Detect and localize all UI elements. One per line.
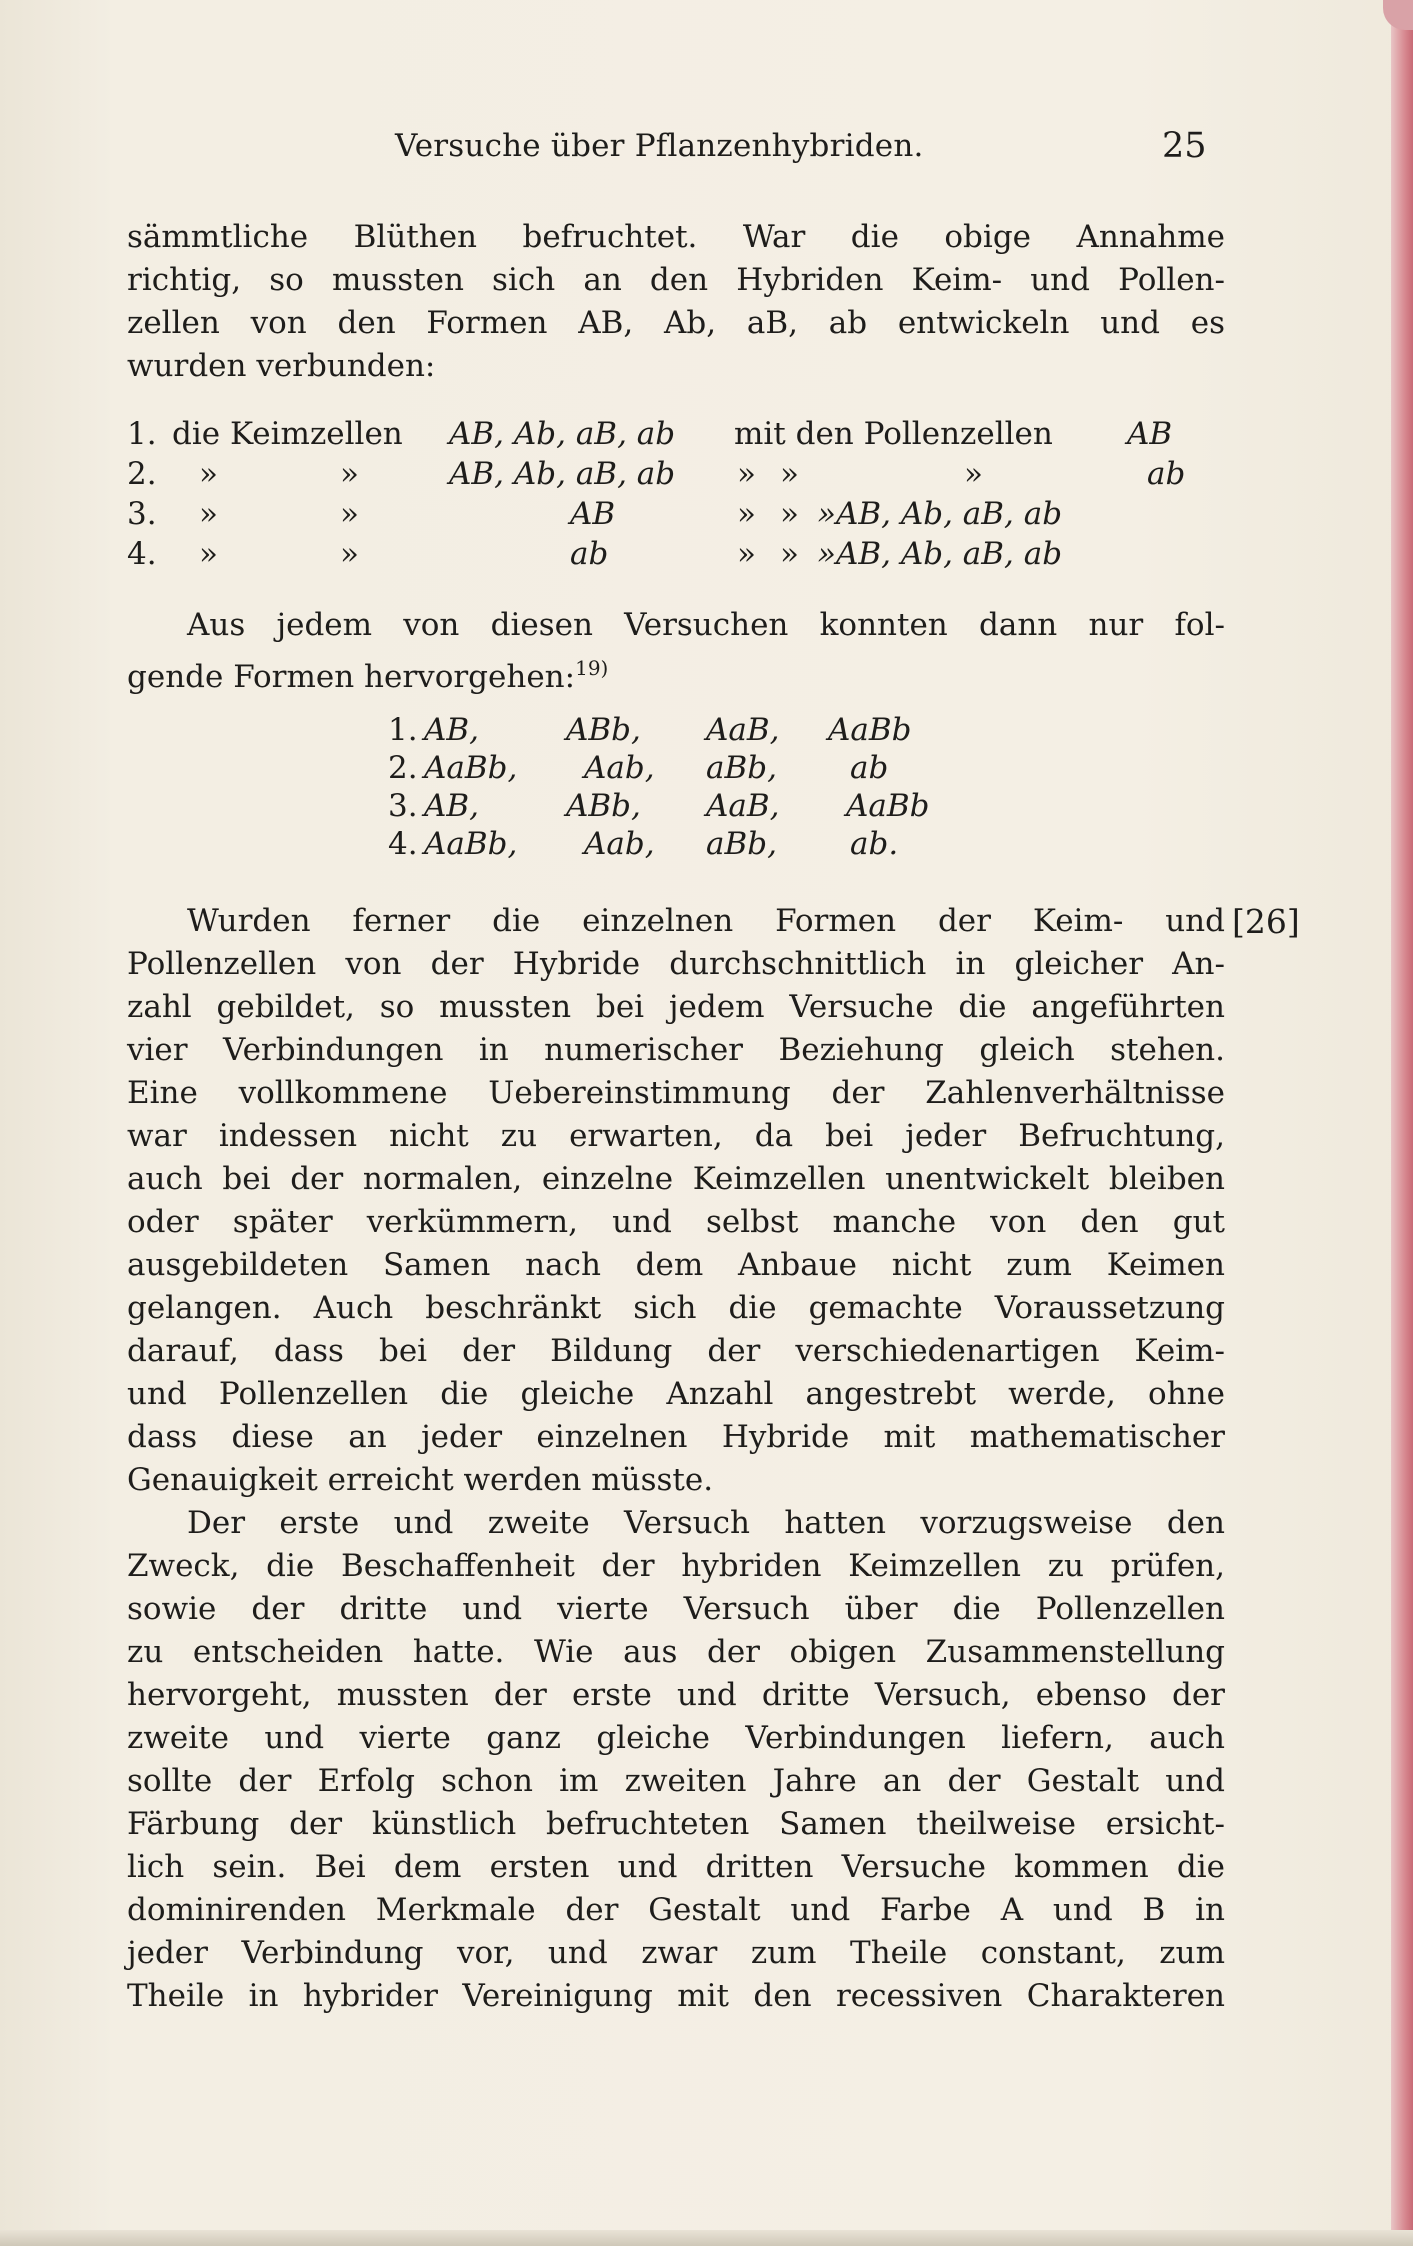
footnote-reference[interactable]: 19)	[575, 656, 609, 680]
text-line: oder später verkümmern, und selbst manche von den gut	[127, 1204, 1225, 1240]
text-line: Pollenzellen von der Hybride durchschnittlich in gleicher An-	[127, 946, 1225, 982]
text-line: darauf, dass bei der Bildung der verschiedenartigen Keim-	[127, 1333, 1225, 1369]
text-line: und Pollenzellen die gleiche Anzahl angestrebt werde, ohne	[127, 1376, 1225, 1412]
text-line: dominirenden Merkmale der Gestalt und Farbe A und B in	[127, 1892, 1225, 1928]
text-line: Eine vollkommene Uebereinstimmung der Zahlenverhältnisse	[127, 1075, 1225, 1111]
text-line: Färbung der künstlich befruchteten Samen theilweise ersicht-	[127, 1806, 1225, 1842]
text-line: richtig, so mussten sich an den Hybriden Keim- und Pollen-	[127, 262, 1225, 298]
combination-row: 3. » » AB » » »AB, Ab, aB, ab	[127, 496, 1063, 532]
text-line: ausgebildeten Samen nach dem Anbaue nicht zum Keimen	[127, 1247, 1225, 1283]
text-line: gelangen. Auch beschränkt sich die gemachte Voraussetzung	[127, 1290, 1225, 1326]
text-line: vier Verbindungen in numerischer Beziehung gleich stehen.	[127, 1032, 1225, 1068]
combination-row: 1. die Keimzellen AB, Ab, aB, ab mit den Pollenzellen AB	[127, 416, 1173, 452]
text-line: zweite und vierte ganz gleiche Verbindungen liefern, auch	[127, 1720, 1225, 1756]
text-line: Wurden ferner die einzelnen Formen der Keim- und	[187, 903, 1225, 939]
text-line: Zweck, die Beschaffenheit der hybriden Keimzellen zu prüfen,	[127, 1548, 1225, 1584]
text-line: gende Formen hervorgehen:$^{19)}$	[127, 656, 609, 695]
page-edge-bottom	[0, 2230, 1413, 2246]
text-line: Genauigkeit erreicht werden müsste.	[127, 1462, 714, 1498]
text-line: hervorgeht, mussten der erste und dritte Versuch, ebenso der	[127, 1677, 1225, 1713]
text-line: Der erste und zweite Versuch hatten vorzugsweise den	[187, 1505, 1225, 1541]
row-number: 2.	[127, 456, 157, 492]
page-corner	[1383, 0, 1413, 30]
form-row: 4. AaBb, Aab, aBb, ab.	[388, 826, 899, 862]
text-line: sämmtliche Blüthen befruchtet. War die obige Annahme	[127, 219, 1225, 255]
combination-row: 2. » » AB, Ab, aB, ab » » » ab	[127, 456, 1186, 492]
original-page-marker: [26]	[1232, 902, 1300, 941]
text-line: war indessen nicht zu erwarten, da bei jeder Befruchtung,	[127, 1118, 1225, 1154]
text-line: sowie der dritte und vierte Versuch über die Pollenzellen	[127, 1591, 1225, 1627]
row-number: 3.	[127, 496, 157, 532]
running-head: Versuche über Pflanzenhybriden.	[395, 128, 924, 164]
text-line: dass diese an jeder einzelnen Hybride mit mathematischer	[127, 1419, 1225, 1455]
combination-row: 4. » » ab » » »AB, Ab, aB, ab	[127, 536, 1063, 572]
row-number: 1.	[127, 416, 157, 452]
text-line: zahl gebildet, so mussten bei jedem Versuche die angeführten	[127, 989, 1225, 1025]
text-line: auch bei der normalen, einzelne Keimzellen unentwickelt bleiben	[127, 1161, 1225, 1197]
form-row: 3. AB, ABb, AaB, AaBb	[388, 788, 930, 824]
text-line: Theile in hybrider Vereinigung mit den recessiven Charakteren	[127, 1978, 1225, 2014]
form-row: 2. AaBb, Aab, aBb, ab	[388, 750, 889, 786]
text-line: Aus jedem von diesen Versuchen konnten dann nur fol-	[187, 607, 1225, 643]
text-line: zellen von den Formen AB, Ab, aB, ab entwickeln und es	[127, 305, 1225, 341]
form-row: 1. AB, ABb, AaB, AaBb	[388, 712, 912, 748]
page-number: 25	[1162, 126, 1207, 166]
text-line: zu entscheiden hatte. Wie aus der obigen Zusammenstellung	[127, 1634, 1225, 1670]
text-line: jeder Verbindung vor, und zwar zum Theile constant, zum	[127, 1935, 1225, 1971]
text-line: sollte der Erfolg schon im zweiten Jahre an der Gestalt und	[127, 1763, 1225, 1799]
text-line: lich sein. Bei dem ersten und dritten Versuche kommen die	[127, 1849, 1225, 1885]
page-edge-right	[1391, 0, 1413, 2246]
row-number: 4.	[127, 536, 157, 572]
text-line: wurden verbunden:	[127, 348, 436, 384]
